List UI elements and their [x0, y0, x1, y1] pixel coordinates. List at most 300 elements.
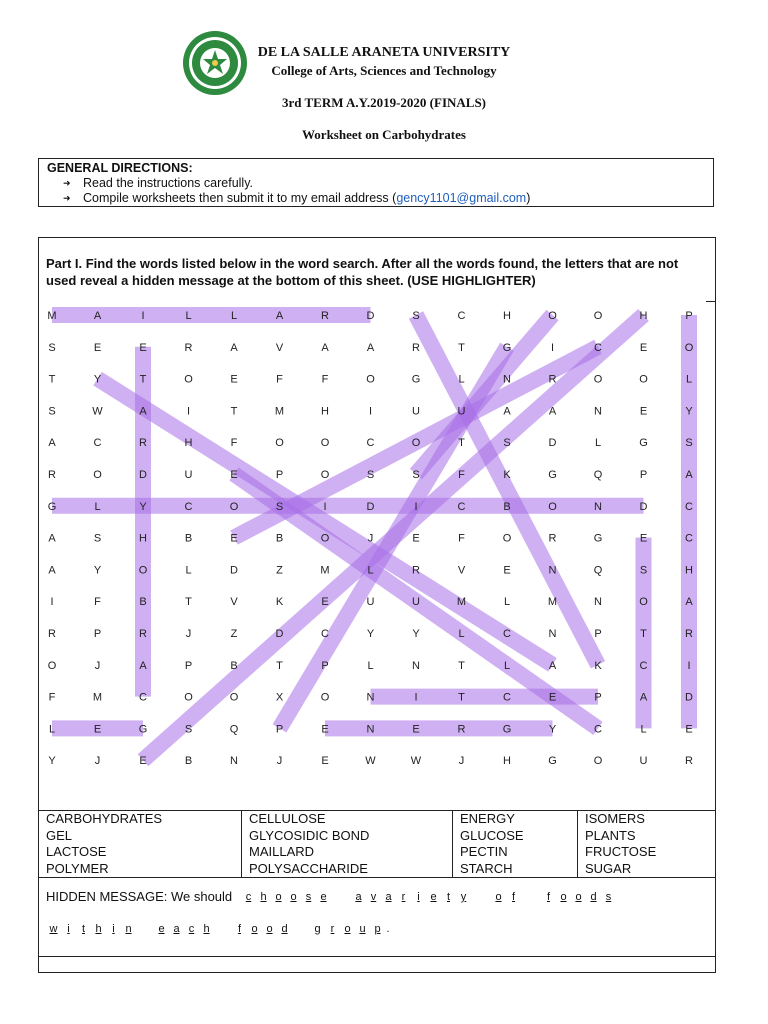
- grid-letter[interactable]: O: [47, 659, 57, 672]
- grid-letter[interactable]: Z: [230, 628, 238, 640]
- grid-letter[interactable]: K: [275, 596, 284, 609]
- word-list-item: MAILLARD: [242, 844, 453, 861]
- grid-letter[interactable]: V: [275, 341, 284, 354]
- hidden-letter: p: [374, 923, 381, 935]
- grid-letter[interactable]: O: [184, 691, 193, 704]
- grid-letter[interactable]: O: [548, 500, 557, 513]
- grid-letter[interactable]: M: [320, 564, 330, 577]
- hidden-letter: f: [237, 923, 242, 935]
- grid-letter[interactable]: I: [368, 405, 373, 418]
- grid-letter[interactable]: O: [229, 691, 239, 704]
- hidden-letter: a: [355, 891, 362, 903]
- grid-letter[interactable]: E: [412, 532, 420, 545]
- grid-letter[interactable]: L: [594, 437, 602, 450]
- grid-letter[interactable]: C: [366, 437, 375, 450]
- grid-letter[interactable]: J: [367, 532, 374, 545]
- grid-letter[interactable]: D: [275, 628, 284, 640]
- grid-letter[interactable]: P: [321, 659, 329, 672]
- hidden-letter: u: [359, 923, 366, 935]
- grid-letter[interactable]: M: [274, 405, 285, 418]
- grid-letter[interactable]: M: [547, 596, 558, 609]
- grid-letter[interactable]: H: [184, 437, 193, 450]
- grid-letter[interactable]: V: [230, 596, 238, 609]
- grid-letter[interactable]: S: [412, 469, 420, 481]
- grid-letter[interactable]: R: [139, 628, 147, 640]
- hidden-message-label: HIDDEN MESSAGE: We should: [46, 889, 233, 904]
- grid-letter[interactable]: E: [503, 564, 511, 577]
- word-list-item: LACTOSE: [39, 844, 242, 861]
- grid-letter[interactable]: D: [366, 500, 375, 513]
- hidden-letter: e: [430, 891, 437, 903]
- grid-letter[interactable]: C: [503, 691, 511, 704]
- grid-letter[interactable]: W: [410, 755, 422, 768]
- grid-letter[interactable]: I: [550, 341, 555, 354]
- grid-letter[interactable]: L: [230, 310, 238, 322]
- hidden-letter: o: [266, 923, 273, 935]
- grid-letter[interactable]: C: [594, 341, 602, 354]
- hidden-letter: c: [188, 923, 195, 935]
- grid-letter[interactable]: K: [503, 469, 511, 481]
- hidden-letter: e: [320, 891, 327, 903]
- grid-letter[interactable]: Y: [548, 723, 557, 736]
- grid-letter[interactable]: N: [548, 628, 557, 640]
- grid-letter[interactable]: Y: [366, 628, 375, 640]
- grid-letter[interactable]: A: [548, 659, 557, 672]
- grid-letter[interactable]: N: [230, 755, 238, 768]
- hidden-letter: o: [495, 891, 502, 903]
- grid-letter[interactable]: A: [48, 437, 56, 450]
- grid-letter[interactable]: Q: [593, 469, 603, 481]
- grid-letter[interactable]: U: [366, 596, 375, 609]
- grid-letter[interactable]: E: [230, 373, 238, 386]
- grid-letter[interactable]: R: [412, 341, 420, 354]
- grid-letter[interactable]: S: [412, 310, 420, 322]
- grid-letter[interactable]: C: [457, 500, 466, 513]
- grid-letter[interactable]: S: [275, 500, 284, 513]
- grid-letter[interactable]: R: [321, 310, 329, 322]
- grid-letter[interactable]: E: [230, 532, 238, 545]
- word-list-row: [39, 844, 716, 861]
- grid-letter[interactable]: N: [594, 596, 602, 609]
- hidden-letter: d: [590, 891, 597, 903]
- grid-letter[interactable]: D: [139, 469, 147, 481]
- grid-letter[interactable]: P: [275, 723, 284, 736]
- hidden-letter: o: [575, 891, 582, 903]
- grid-letter[interactable]: T: [458, 341, 465, 354]
- university-name: DE LA SALLE ARANETA UNIVERSITY: [257, 45, 511, 60]
- hidden-letter: c: [245, 891, 252, 903]
- bottom-divider: [38, 956, 716, 957]
- grid-letter[interactable]: G: [138, 723, 148, 736]
- arrow-bullet-icon: ➜: [63, 193, 71, 203]
- grid-letter[interactable]: A: [321, 341, 329, 354]
- grid-letter[interactable]: L: [458, 373, 465, 386]
- grid-letter[interactable]: S: [503, 437, 511, 450]
- grid-letter[interactable]: C: [594, 723, 602, 736]
- highlight-stroke: [98, 379, 553, 665]
- grid-letter[interactable]: T: [139, 373, 147, 386]
- hidden-letter: e: [158, 923, 165, 935]
- part-one-instructions: Part I. Find the words listed below in the word search. After all the words found, the letters that are not used reveal a hidden message at the bottom of this sheet. (USE HIGHLIGHTER): [46, 256, 679, 288]
- grid-letter[interactable]: A: [685, 469, 693, 481]
- grid-letter[interactable]: L: [640, 723, 647, 736]
- grid-letter[interactable]: E: [93, 723, 102, 736]
- grid-letter[interactable]: C: [685, 500, 693, 513]
- grid-letter[interactable]: E: [639, 532, 648, 545]
- grid-letter[interactable]: A: [230, 341, 238, 354]
- grid-letter[interactable]: N: [548, 564, 557, 577]
- grid-letter[interactable]: E: [139, 341, 147, 354]
- grid-letter[interactable]: T: [640, 628, 647, 640]
- grid-letter[interactable]: A: [48, 564, 56, 577]
- grid-letter[interactable]: B: [184, 532, 193, 545]
- grid-letter[interactable]: L: [48, 723, 56, 736]
- word-list-item: STARCH: [453, 861, 578, 878]
- grid-letter[interactable]: L: [185, 564, 192, 577]
- grid-letter[interactable]: E: [548, 691, 557, 704]
- grid-letter[interactable]: M: [456, 596, 467, 609]
- grid-letter[interactable]: C: [93, 437, 102, 450]
- grid-letter[interactable]: I: [186, 405, 191, 418]
- grid-letter[interactable]: W: [92, 405, 103, 418]
- grid-letter[interactable]: S: [685, 437, 693, 450]
- grid-letter[interactable]: T: [458, 659, 465, 672]
- grid-letter[interactable]: F: [458, 532, 465, 545]
- word-list-item: CARBOHYDRATES: [39, 811, 242, 828]
- hidden-message-end: .: [386, 923, 390, 935]
- word-list-item: POLYMER: [39, 861, 242, 878]
- grid-letter[interactable]: E: [685, 723, 693, 736]
- grid-letter[interactable]: R: [685, 628, 693, 640]
- word-list-item: GLYCOSIDIC BOND: [242, 828, 453, 845]
- grid-letter[interactable]: C: [139, 691, 147, 704]
- grid-letter[interactable]: I: [414, 691, 418, 704]
- grid-letter[interactable]: J: [185, 628, 192, 640]
- word-list-item: FRUCTOSE: [578, 844, 716, 861]
- hidden-letter: o: [275, 891, 282, 903]
- hidden-letter: f: [546, 891, 551, 903]
- grid-letter[interactable]: P: [93, 628, 102, 640]
- grid-letter[interactable]: I: [50, 596, 54, 609]
- grid-letter[interactable]: A: [48, 532, 56, 545]
- grid-letter[interactable]: O: [275, 437, 284, 450]
- grid-letter[interactable]: R: [48, 628, 56, 640]
- direction-text: Read the instructions carefully.: [83, 176, 253, 190]
- grid-letter[interactable]: R: [139, 437, 147, 450]
- grid-letter[interactable]: A: [139, 659, 147, 672]
- grid-letter[interactable]: I: [141, 310, 145, 322]
- grid-letter[interactable]: O: [411, 437, 421, 450]
- hidden-message-word: [232, 923, 292, 935]
- grid-letter[interactable]: G: [593, 532, 603, 545]
- grid-letter[interactable]: Y: [412, 628, 420, 640]
- grid-letter[interactable]: O: [320, 469, 330, 481]
- grid-letter[interactable]: O: [184, 373, 193, 386]
- grid-letter[interactable]: Y: [139, 500, 147, 513]
- grid-letter[interactable]: E: [321, 755, 329, 768]
- grid-letter[interactable]: E: [93, 341, 102, 354]
- grid-letter[interactable]: P: [275, 469, 284, 481]
- grid-letter[interactable]: Y: [685, 405, 693, 418]
- word-list-table: [38, 810, 716, 878]
- grid-letter[interactable]: D: [366, 310, 375, 322]
- hidden-message-word: [154, 923, 214, 935]
- grid-letter[interactable]: U: [184, 469, 193, 481]
- grid-letter[interactable]: O: [639, 596, 648, 609]
- grid-letter[interactable]: A: [93, 310, 102, 322]
- grid-letter[interactable]: Y: [48, 755, 56, 768]
- hidden-message-word: [491, 891, 521, 903]
- grid-letter[interactable]: U: [412, 596, 420, 609]
- email-link[interactable]: gency1101@gmail.com: [396, 191, 527, 205]
- grid-letter[interactable]: U: [457, 405, 466, 418]
- grid-letter[interactable]: Y: [93, 564, 102, 577]
- grid-letter[interactable]: F: [321, 373, 329, 386]
- word-list-item: POLYSACCHARIDE: [242, 861, 453, 878]
- grid-letter[interactable]: A: [685, 596, 693, 609]
- hidden-letter: r: [330, 923, 335, 935]
- grid-letter[interactable]: Y: [93, 373, 102, 386]
- word-list-item: CELLULOSE: [242, 811, 453, 828]
- grid-letter[interactable]: J: [276, 755, 283, 768]
- hidden-letter: o: [290, 891, 297, 903]
- grid-letter[interactable]: B: [184, 755, 193, 768]
- grid-letter[interactable]: G: [47, 500, 57, 513]
- grid-letter[interactable]: P: [685, 310, 693, 322]
- grid-letter[interactable]: A: [639, 691, 648, 704]
- hidden-message-word: [351, 891, 471, 903]
- grid-letter[interactable]: L: [94, 500, 101, 513]
- grid-letter[interactable]: E: [321, 723, 329, 736]
- grid-letter[interactable]: D: [230, 564, 238, 577]
- hidden-letter: t: [81, 923, 86, 935]
- hidden-letter: v: [370, 891, 377, 903]
- grid-letter[interactable]: A: [503, 405, 511, 418]
- grid-letter[interactable]: S: [93, 532, 102, 545]
- direction-text-end: ): [526, 191, 531, 205]
- grid-letter[interactable]: R: [457, 723, 466, 736]
- grid-letter[interactable]: W: [365, 755, 376, 768]
- grid-letter[interactable]: N: [366, 691, 375, 704]
- grid-letter[interactable]: P: [594, 691, 602, 704]
- word-list-row: [39, 861, 716, 878]
- grid-letter[interactable]: S: [48, 341, 56, 354]
- word-list-row: [39, 811, 716, 828]
- word-list-item: GLUCOSE: [453, 828, 578, 845]
- grid-letter[interactable]: K: [594, 659, 602, 672]
- grid-letter[interactable]: E: [321, 596, 329, 609]
- grid-letter[interactable]: S: [639, 564, 648, 577]
- grid-letter[interactable]: L: [367, 659, 374, 672]
- grid-letter[interactable]: T: [230, 405, 238, 418]
- grid-letter[interactable]: L: [503, 659, 511, 672]
- directions-heading: GENERAL DIRECTIONS:: [47, 161, 193, 175]
- hidden-letter: i: [67, 923, 70, 935]
- grid-letter[interactable]: C: [639, 659, 648, 672]
- grid-letter[interactable]: O: [593, 310, 603, 322]
- grid-letter[interactable]: E: [139, 755, 147, 768]
- hidden-message-word: [541, 891, 616, 903]
- grid-letter[interactable]: O: [229, 500, 239, 513]
- grid-letter[interactable]: N: [594, 405, 602, 418]
- grid-letter[interactable]: Q: [593, 564, 603, 577]
- hidden-letter: h: [95, 923, 102, 935]
- grid-letter[interactable]: H: [321, 405, 329, 418]
- grid-letter[interactable]: O: [593, 373, 603, 386]
- grid-letter[interactable]: R: [412, 564, 420, 577]
- grid-letter[interactable]: O: [684, 341, 694, 354]
- college-name: College of Arts, Sciences and Technology: [271, 63, 497, 78]
- grid-letter[interactable]: S: [366, 469, 375, 481]
- grid-letter[interactable]: L: [185, 310, 192, 322]
- grid-letter[interactable]: C: [457, 310, 466, 322]
- grid-letter[interactable]: L: [503, 596, 511, 609]
- grid-letter[interactable]: T: [48, 373, 56, 386]
- hidden-letter: h: [260, 891, 267, 903]
- grid-letter[interactable]: O: [138, 564, 148, 577]
- grid-letter[interactable]: O: [639, 373, 648, 386]
- grid-letter[interactable]: J: [94, 755, 101, 768]
- grid-letter[interactable]: I: [414, 500, 418, 513]
- grid-letter[interactable]: U: [639, 755, 648, 768]
- grid-letter[interactable]: M: [92, 691, 103, 704]
- grid-letter[interactable]: U: [412, 405, 420, 418]
- grid-letter[interactable]: H: [503, 310, 511, 322]
- grid-letter[interactable]: R: [685, 755, 693, 768]
- grid-letter[interactable]: G: [411, 373, 421, 386]
- grid-letter[interactable]: E: [639, 341, 648, 354]
- grid-letter[interactable]: T: [458, 437, 465, 450]
- direction-text: Compile worksheets then submit it to my email address (: [83, 191, 397, 205]
- grid-letter[interactable]: C: [503, 628, 511, 640]
- grid-letter[interactable]: R: [184, 341, 193, 354]
- grid-letter[interactable]: O: [366, 373, 375, 386]
- grid-letter[interactable]: B: [275, 532, 284, 545]
- grid-letter[interactable]: O: [93, 469, 102, 481]
- word-list-item: GEL: [39, 828, 242, 845]
- hidden-letter: a: [385, 891, 392, 903]
- grid-letter[interactable]: N: [594, 500, 602, 513]
- grid-letter[interactable]: H: [639, 310, 648, 322]
- grid-letter[interactable]: N: [366, 723, 375, 736]
- grid-letter[interactable]: M: [47, 310, 57, 322]
- grid-letter[interactable]: G: [548, 469, 557, 481]
- grid-letter[interactable]: P: [594, 628, 602, 640]
- hidden-letter: a: [173, 923, 180, 935]
- grid-letter[interactable]: C: [184, 500, 193, 513]
- grid-letter[interactable]: O: [320, 691, 330, 704]
- grid-letter[interactable]: G: [502, 341, 512, 354]
- grid-letter[interactable]: J: [94, 659, 101, 672]
- grid-letter[interactable]: B: [503, 500, 511, 513]
- grid-letter[interactable]: H: [503, 755, 511, 768]
- grid-letter[interactable]: A: [548, 405, 557, 418]
- grid-letter[interactable]: D: [639, 500, 648, 513]
- grid-letter[interactable]: D: [548, 437, 557, 450]
- grid-letter[interactable]: F: [458, 469, 465, 481]
- grid-letter[interactable]: T: [276, 659, 283, 672]
- hidden-letter: n: [125, 923, 132, 935]
- grid-letter[interactable]: G: [502, 723, 512, 736]
- grid-letter[interactable]: Q: [229, 723, 239, 736]
- grid-letter[interactable]: T: [185, 596, 192, 609]
- grid-letter[interactable]: C: [321, 628, 329, 640]
- word-list-item: ENERGY: [453, 811, 578, 828]
- grid-letter[interactable]: O: [548, 310, 557, 322]
- grid-letter[interactable]: N: [503, 373, 511, 386]
- grid-letter[interactable]: O: [320, 437, 330, 450]
- hidden-letter: w: [49, 923, 58, 935]
- worksheet-title: Worksheet on Carbohydrates: [302, 127, 466, 142]
- hidden-message-word: [310, 923, 391, 935]
- grid-letter[interactable]: B: [139, 596, 147, 609]
- grid-letter[interactable]: O: [502, 532, 512, 545]
- hidden-message-word: [46, 923, 136, 935]
- grid-letter[interactable]: S: [184, 723, 193, 736]
- term-label: 3rd TERM A.Y.2019-2020 (FINALS): [281, 95, 487, 110]
- grid-letter[interactable]: H: [139, 532, 147, 545]
- hidden-message-word: [241, 891, 331, 903]
- grid-letter[interactable]: C: [685, 532, 693, 545]
- grid-letter[interactable]: E: [230, 469, 238, 481]
- grid-letter[interactable]: A: [275, 310, 284, 322]
- word-list-item: SUGAR: [578, 861, 716, 878]
- grid-letter[interactable]: F: [230, 437, 238, 450]
- hidden-letter: o: [251, 923, 258, 935]
- grid-letter[interactable]: V: [457, 564, 466, 577]
- grid-letter[interactable]: T: [458, 691, 465, 704]
- grid-letter[interactable]: A: [139, 405, 147, 418]
- grid-letter[interactable]: R: [48, 469, 56, 481]
- grid-letter[interactable]: P: [184, 659, 193, 672]
- grid-letter[interactable]: L: [367, 564, 374, 577]
- word-list-item: PECTIN: [453, 844, 578, 861]
- grid-letter[interactable]: X: [275, 691, 284, 704]
- grid-letter[interactable]: R: [548, 532, 557, 545]
- grid-letter[interactable]: O: [320, 532, 330, 545]
- hidden-letter: h: [203, 923, 210, 935]
- hidden-letter: o: [344, 923, 351, 935]
- grid-letter[interactable]: N: [412, 659, 420, 672]
- grid-letter[interactable]: L: [458, 628, 465, 640]
- grid-letter[interactable]: S: [48, 405, 56, 418]
- grid-letter[interactable]: B: [230, 659, 238, 672]
- hidden-letter: s: [605, 891, 612, 903]
- grid-letter[interactable]: J: [458, 755, 465, 768]
- grid-letter[interactable]: I: [687, 659, 691, 672]
- grid-letter[interactable]: A: [366, 341, 375, 354]
- grid-letter[interactable]: Z: [276, 564, 283, 577]
- grid-letter[interactable]: E: [412, 723, 420, 736]
- grid-letter[interactable]: E: [639, 405, 648, 418]
- grid-letter[interactable]: G: [639, 437, 648, 450]
- grid-letter[interactable]: O: [593, 755, 603, 768]
- word-list-item: ISOMERS: [578, 811, 716, 828]
- grid-letter[interactable]: F: [276, 373, 283, 386]
- grid-letter[interactable]: I: [323, 500, 327, 513]
- arrow-bullet-icon: ➜: [63, 178, 71, 188]
- grid-letter[interactable]: F: [94, 596, 101, 609]
- grid-letter[interactable]: L: [685, 373, 693, 386]
- hidden-letter: i: [112, 923, 115, 935]
- grid-letter[interactable]: P: [639, 469, 648, 481]
- grid-letter[interactable]: D: [685, 691, 693, 704]
- grid-letter[interactable]: H: [685, 564, 693, 577]
- grid-letter[interactable]: F: [48, 691, 56, 704]
- grid-letter[interactable]: R: [548, 373, 557, 386]
- hidden-letter: d: [281, 923, 288, 935]
- grid-letter[interactable]: G: [548, 755, 557, 768]
